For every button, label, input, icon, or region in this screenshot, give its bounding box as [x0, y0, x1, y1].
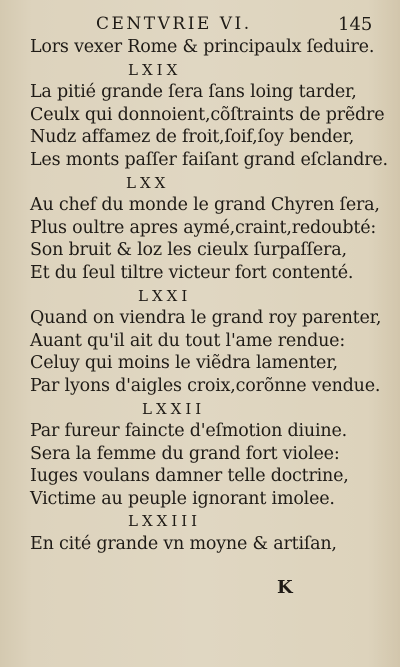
verse-line: En cité grande vn moyne & artiſan,: [30, 534, 337, 555]
page-text: [30, 36, 390, 556]
verse-line: Auant qu'il ait du tout l'ame rendue:: [30, 330, 346, 351]
running-head: CENTVRIE VI.: [96, 14, 252, 34]
verse-line: Celuy qui moins le viẽdra lamenter,: [30, 353, 338, 374]
verse-line: Nudz affamez de froit,ſoif,ſoy bender,: [30, 127, 355, 148]
verse-line: Quand on viendra le grand roy parenter,: [30, 308, 382, 329]
verse-line: Sera la femme du grand fort violee:: [30, 443, 340, 464]
quatrain-number: LXIX: [128, 60, 182, 79]
verse-line: Lors vexer Rome & principaulx ſeduire.: [30, 37, 375, 57]
quatrain-number: LXX: [126, 173, 170, 192]
signature-mark: K: [277, 577, 293, 598]
verse-line: Par lyons d'aigles croix,corõnne vendue.: [30, 375, 381, 396]
verse-line: Son bruit & loz les cieulx ſurpaſſera,: [30, 240, 347, 261]
quatrain-number: LXXI: [138, 286, 192, 305]
verse-line: Au chef du monde le grand Chyren ſera,: [30, 195, 380, 216]
verse-line: Ceulx qui donnoient,cõſtraints de prẽdre: [30, 104, 385, 125]
page-number: 145: [338, 14, 373, 35]
verse-line: Et du ſeul tiltre victeur fort contenté.: [30, 262, 354, 283]
verse-line: Par fureur faincte d'eſmotion diuine.: [30, 421, 347, 442]
verse-line: Les monts paſſer faiſant grand eſclandre.: [30, 149, 388, 170]
verse-line: Iuges voulans damner telle doctrine,: [30, 466, 349, 487]
verse-line: Victime au peuple ignorant imolee.: [30, 488, 335, 509]
verse-line: La pitié grande ſera ſans loing tarder,: [30, 82, 357, 103]
verse-line: Plus oultre apres aymé,craint,redoubté:: [30, 217, 377, 238]
quatrain-number: LXXIII: [128, 512, 202, 531]
quatrain-number: LXXII: [142, 399, 206, 418]
